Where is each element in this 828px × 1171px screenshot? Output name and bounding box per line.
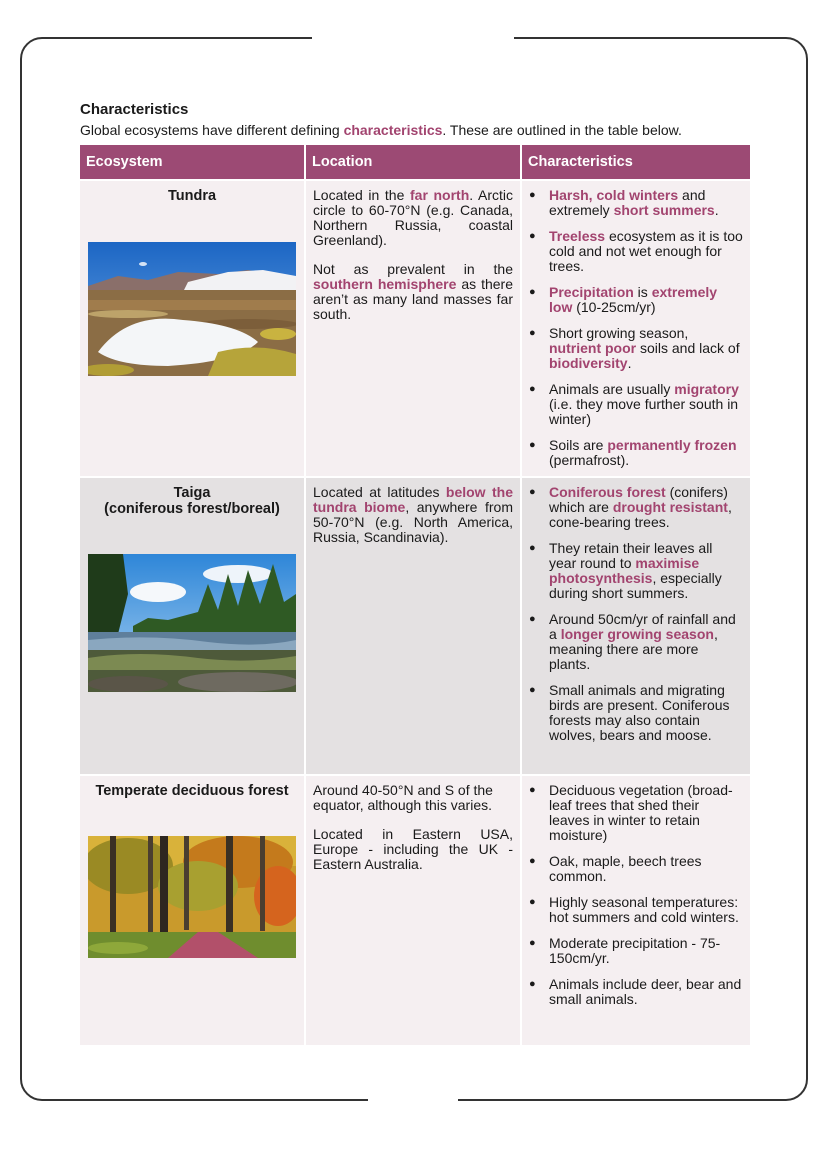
intro-text [80,121,750,140]
list-item: ● They retain their leaves all year round to maximise photosynthesis, especially during short summers. [529,541,743,601]
list-item: ● Treeless ecosystem as it is too cold and not wet enough for trees. [529,229,743,274]
header-characteristics: Characteristics [521,145,750,180]
characteristics-cell [521,180,750,477]
ecosystem-cell [80,180,305,477]
intro-after: . These are outlined in the table below. [442,122,682,138]
table-row [80,180,750,477]
ecosystem-title-taiga: Taiga [173,485,211,501]
list-item: ● Animals are usually migratory (i.e. they move further south in winter) [529,382,743,427]
temperate-forest-photo [88,836,296,958]
location-text: Not as prevalent in the southern hemisphere as there aren’t as many land masses far south. [313,261,513,322]
header-location: Location [305,145,521,180]
table-row [80,477,750,775]
location-cell [305,477,521,775]
intro-before: Global ecosystems have different defining [80,122,344,138]
location-text: Located in the far north. Arctic circle to 60-70°N (e.g. Canada, Northern Russia, coastal Greenland). [313,187,513,248]
list-item: ● Soils are permanently frozen (permafrost). [529,438,743,468]
location-text: Located at latitudes below the tundra biome, anywhere from 50-70°N (e.g. North America, Russia, Scandinavia). [313,484,514,545]
frame-gap-top [312,34,514,40]
ecosystem-subtitle-taiga: (coniferous forest/boreal) [104,501,280,517]
list-item: ● Highly seasonal temperatures: hot summers and cold winters. [529,895,743,925]
characteristics-cell [521,477,750,775]
table-header-row [80,145,750,180]
ecosystems-table [80,145,750,1045]
list-item: ● Precipitation is extremely low (10-25cm/yr) [529,285,743,315]
list-item: ● Around 50cm/yr of rainfall and a longer growing season, meaning there are more plants. [529,612,743,672]
characteristics-list [529,485,743,743]
list-item: ● Animals include deer, bear and small animals. [529,977,743,1007]
location-text: Around 40-50°N and S of the equator, although this varies. [313,782,493,813]
list-item: ● Moderate precipitation - 75-150cm/yr. [529,936,743,966]
document-content [80,100,750,1045]
location-cell [305,775,521,1045]
tundra-photo [88,242,296,376]
list-item: ● Short growing season, nutrient poor soils and lack of biodiversity. [529,326,743,371]
list-item: ● Small animals and migrating birds are present. Coniferous forests may also contain wolves, bears and moose. [529,683,743,743]
ecosystem-cell [80,775,305,1045]
taiga-photo [88,554,296,692]
ecosystem-title-tundra: Tundra [167,188,217,204]
list-item: ● Oak, maple, beech trees common. [529,854,743,884]
list-item: ● Harsh, cold winters and extremely short summers. [529,188,743,218]
table-row [80,775,750,1045]
list-item: ● Deciduous vegetation (broad-leaf trees that shed their leaves in winter to retain moisture) [529,783,743,843]
location-text: Located in Eastern USA, Europe - including the UK - Eastern Australia. [313,826,513,872]
list-item: ● Coniferous forest (conifers) which are drought resistant, cone-bearing trees. [529,485,743,530]
ecosystem-title-temperate: Temperate deciduous forest [95,783,289,799]
characteristics-list [529,188,743,468]
frame-gap-bottom [368,1096,458,1102]
ecosystem-cell [80,477,305,775]
header-ecosystem: Ecosystem [80,145,305,180]
location-cell [305,180,521,477]
intro-highlight: characteristics [343,122,443,138]
section-heading: Characteristics [80,101,189,118]
characteristics-list [529,783,743,1007]
characteristics-cell [521,775,750,1045]
